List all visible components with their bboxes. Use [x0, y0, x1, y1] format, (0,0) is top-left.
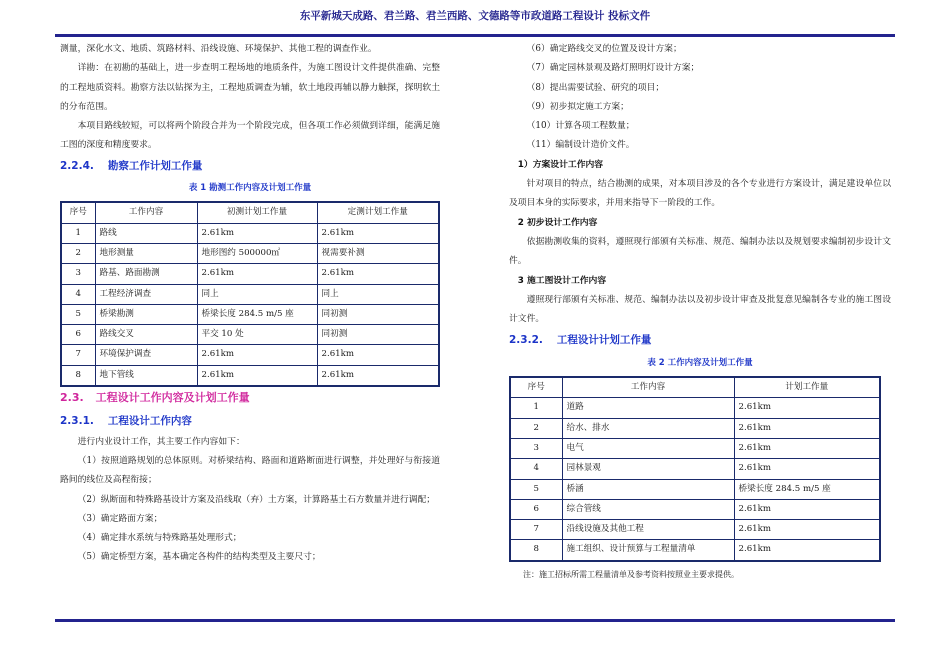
table-row	[510, 398, 880, 418]
table-1-caption: 表 1 勘测工作内容及计划工作量	[188, 183, 312, 194]
table-row	[61, 325, 439, 345]
section-number: 2.3.2.	[509, 334, 543, 347]
section-title: 工程设计工作内容	[107, 415, 192, 428]
table-row	[510, 540, 880, 561]
cell: 2	[61, 243, 95, 263]
cell: 综合管线	[562, 499, 734, 519]
cell: 4	[61, 284, 95, 304]
list-item: （9）初步拟定施工方案；	[526, 101, 629, 112]
cell: 环境保护调查	[95, 345, 197, 365]
cell: 1	[61, 223, 95, 243]
paragraph-detailed-survey: 详勘：在初勘的基础上，进一步查明工程场地的地质条件，为施工图设计文件提供准确、完整的工程地质资料。勘察方法以钻探为主，工程地质调查为辅，软土地段再辅以静力触探，探明软土的分布范围。	[60, 63, 440, 112]
cell: 路线	[95, 223, 197, 243]
cell: 同初测	[317, 304, 439, 324]
construction-drawing-heading: 3 施工图设计工作内容	[517, 275, 607, 286]
cell: 路基、路面勘测	[95, 264, 197, 284]
table-row	[61, 223, 439, 243]
design-intro: 进行内业设计工作，其主要工作内容如下：	[77, 436, 245, 447]
table-row	[61, 345, 439, 365]
list-item: （11）编制设计造价文件。	[526, 140, 635, 151]
cell: 5	[510, 479, 562, 499]
cell: 平交 10 处	[197, 325, 317, 345]
cell: 地形测量	[95, 243, 197, 263]
construction-drawing-text: 遵照现行部颁有关标准、规范、编制办法以及初步设计审查及批复意见编制各专业的施工图设计文件。	[509, 294, 891, 325]
paragraph-short-route: 本项目路线较短，可以将两个阶段合并为一个阶段完成，但各项工作必须做到详细，能满足施工图的深度和精度要求。	[60, 121, 440, 151]
cell: 4	[510, 459, 562, 479]
section-title: 工程设计计划工作量	[556, 334, 652, 347]
survey-workload-table	[60, 201, 440, 387]
cell: 工程经济调查	[95, 284, 197, 304]
cell: 2.61km	[317, 365, 439, 386]
table-row	[61, 304, 439, 324]
section-number: 2.2.4.	[60, 159, 94, 172]
cell: 2.61km	[197, 223, 317, 243]
cell: 桥梁长度 284.5 m/5 座	[197, 304, 317, 324]
cell: 8	[510, 540, 562, 561]
table-2-caption: 表 2 工作内容及计划工作量	[647, 357, 753, 368]
cell: 3	[510, 438, 562, 458]
section-2-2-4-heading	[60, 157, 440, 176]
col-header-content: 工作内容	[95, 202, 197, 223]
cell: 2.61km	[734, 438, 880, 458]
table-row	[510, 459, 880, 479]
table-note: 注：施工招标所需工程量清单及参考资料按照业主要求提供。	[523, 569, 739, 579]
table-row	[510, 479, 880, 499]
col-header-no: 序号	[510, 377, 562, 398]
preliminary-design-text: 依据勘测收集的资料，遵照现行部颁有关标准、规范、编制办法以及规划要求编制初步设计文件。	[509, 236, 891, 267]
cell: 2.61km	[734, 499, 880, 519]
list-item: （6）确定路线交叉的位置及设计方案；	[526, 44, 682, 54]
table-row	[61, 365, 439, 386]
table-row	[61, 264, 439, 284]
cell: 7	[510, 520, 562, 540]
design-workload-table	[509, 376, 881, 562]
cell: 2.61km	[317, 345, 439, 365]
cell: 2.61km	[197, 264, 317, 284]
col-header-content: 工作内容	[562, 377, 734, 398]
section-title: 工程设计工作内容及计划工作量	[95, 391, 250, 405]
cell: 同上	[197, 284, 317, 304]
cell: 路线交叉	[95, 325, 197, 345]
cell: 2.61km	[317, 264, 439, 284]
col-header-initial: 初测计划工作量	[197, 202, 317, 223]
col-header-no: 序号	[61, 202, 95, 223]
cell: 7	[61, 345, 95, 365]
list-item: （5）确定桥型方案，基本确定各构件的结构类型及主要尺寸；	[77, 552, 321, 563]
cell: 6	[61, 325, 95, 345]
list-item: （8）提出需要试验、研究的项目；	[526, 82, 665, 93]
preliminary-design-heading: 2 初步设计工作内容	[517, 217, 598, 228]
list-item: （7）确定园林景观及路灯照明灯设计方案；	[526, 63, 700, 74]
col-header-workload: 计划工作量	[734, 377, 880, 398]
section-2-3-1-heading	[60, 412, 440, 431]
cell: 桥梁长度 284.5 m/5 座	[734, 479, 880, 499]
cell: 电气	[562, 438, 734, 458]
cell: 地形图约 500000㎡	[197, 243, 317, 263]
header-rule	[55, 34, 895, 37]
cell: 园林景观	[562, 459, 734, 479]
cell: 5	[61, 304, 95, 324]
right-column	[509, 40, 891, 584]
list-item: （4）确定排水系统与特殊路基处理形式；	[77, 533, 242, 544]
cell: 沿线设施及其他工程	[562, 520, 734, 540]
cell: 桥梁勘测	[95, 304, 197, 324]
cell: 桥涵	[562, 479, 734, 499]
cell: 2.61km	[734, 418, 880, 438]
cell: 2.61km	[197, 365, 317, 386]
cell: 2.61km	[734, 520, 880, 540]
section-2-3-heading	[60, 388, 440, 407]
cell: 2.61km	[734, 459, 880, 479]
table-row	[510, 520, 880, 540]
left-column	[60, 40, 440, 568]
document-title: 东平新城天成路、君兰路、君兰西路、文德路等市政道路工程设计 投标文件	[299, 10, 651, 22]
table-row	[61, 243, 439, 263]
cell: 施工组织、设计预算与工程量清单	[562, 540, 734, 561]
cell: 视需要补测	[317, 243, 439, 263]
cell: 给水、排水	[562, 418, 734, 438]
cell: 2.61km	[734, 398, 880, 418]
table-header-row	[61, 202, 439, 223]
section-number: 2.3.	[60, 391, 84, 405]
cell: 8	[61, 365, 95, 386]
section-title: 勘察工作计划工作量	[107, 159, 203, 172]
table-row	[61, 284, 439, 304]
table-header-row	[510, 377, 880, 398]
cell: 2.61km	[734, 540, 880, 561]
col-header-final: 定测计划工作量	[317, 202, 439, 223]
list-item: （2）纵断面和特殊路基设计方案及沿线取（弃）土方案，计算路基土石方数量并进行调配；	[77, 494, 436, 505]
list-item: （10）计算各项工程数量；	[526, 121, 635, 132]
cell: 2	[510, 418, 562, 438]
footer-rule	[55, 619, 895, 622]
section-2-3-2-heading	[509, 331, 891, 350]
cell: 6	[510, 499, 562, 519]
list-item: （3）确定路面方案；	[77, 513, 163, 524]
cell: 同初测	[317, 325, 439, 345]
page-header	[0, 0, 950, 40]
list-item: （1）按照道路规划的总体原则。对桥梁结构、路面和道路断面进行调整，并处理好与衔接道路间的线位及高程衔接；	[60, 455, 440, 486]
cell: 2.61km	[317, 223, 439, 243]
cell: 同上	[317, 284, 439, 304]
paragraph-continued: 测量，深化水文、地质、筑路材料、沿线设施、环境保护、其他工程的调查作业。	[60, 44, 377, 54]
scheme-design-text: 针对项目的特点，结合勘测的成果，对本项目涉及的各个专业进行方案设计，满足建设单位以及项目本身的实际要求，并用来指导下一阶段的工作。	[509, 179, 891, 209]
cell: 1	[510, 398, 562, 418]
table-row	[510, 418, 880, 438]
cell: 3	[61, 264, 95, 284]
cell: 道路	[562, 398, 734, 418]
section-number: 2.3.1.	[60, 415, 94, 428]
scheme-design-heading: 1）方案设计工作内容	[517, 159, 604, 170]
table-row	[510, 499, 880, 519]
table-row	[510, 438, 880, 458]
cell: 2.61km	[197, 345, 317, 365]
cell: 地下管线	[95, 365, 197, 386]
